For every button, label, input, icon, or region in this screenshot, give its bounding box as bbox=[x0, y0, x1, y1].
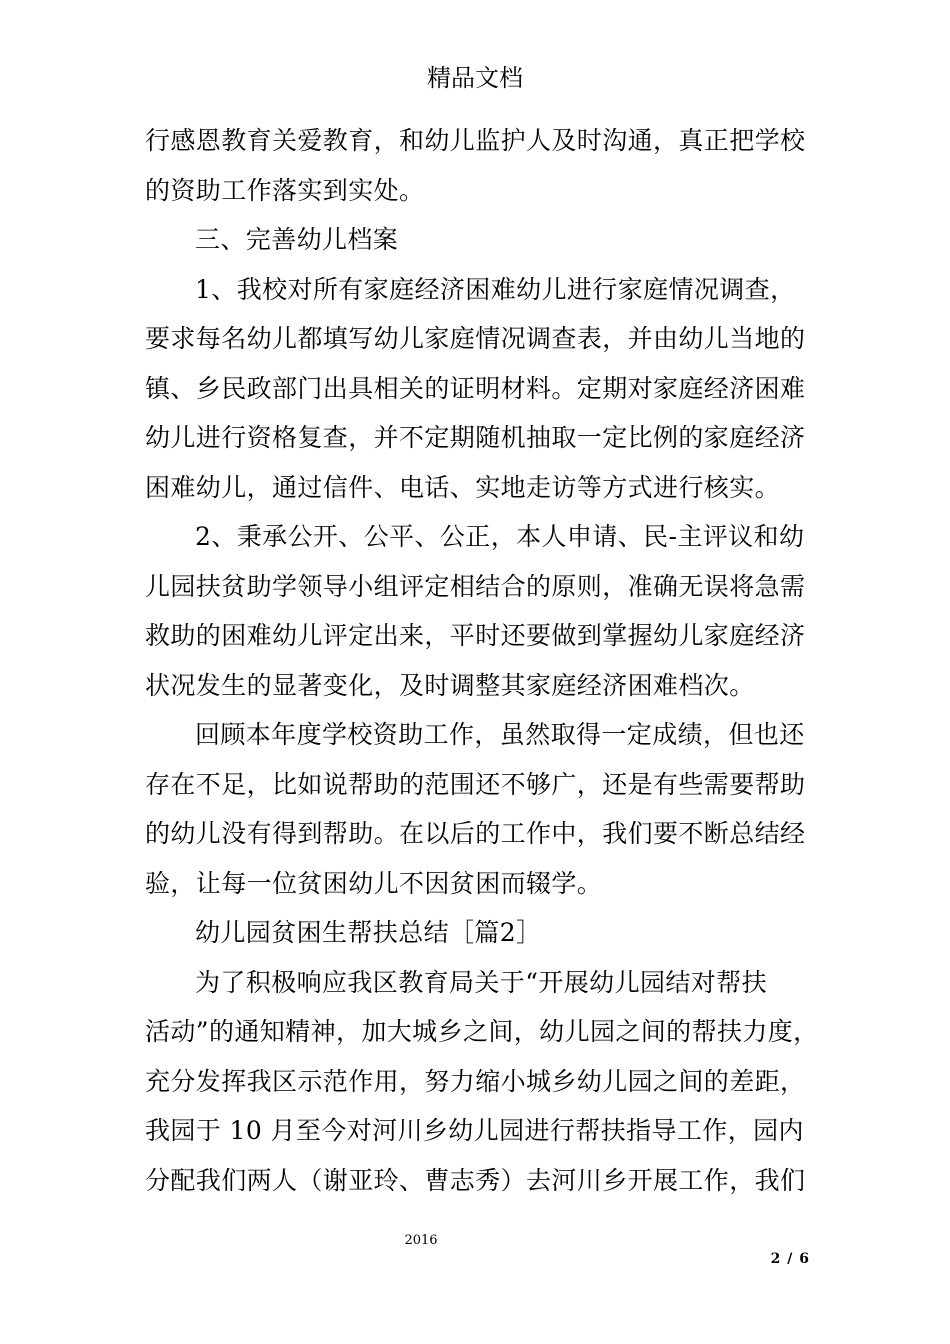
page-header-title: 精品文档 bbox=[427, 64, 523, 92]
text-line: 救助的困难幼儿评定出来，平时还要做到掌握幼儿家庭经济 bbox=[145, 621, 806, 650]
text-line: 我园于 10 月至今对河川乡幼儿园进行帮扶指导工作，园内 bbox=[145, 1116, 804, 1145]
text-line: 状况发生的显著变化，及时调整其家庭经济困难档次。 bbox=[145, 670, 755, 700]
page-number: 2 / 6 bbox=[770, 1251, 810, 1267]
text-line: 活动”的通知精神，加大城乡之间，幼儿园之间的帮扶力度， bbox=[145, 1017, 819, 1046]
text-line: 分配我们两人（谢亚玲、曹志秀）去河川乡开展工作，我们 bbox=[145, 1165, 806, 1195]
text-line: 的幼儿没有得到帮助。在以后的工作中，我们要不断总结经 bbox=[145, 819, 806, 848]
text-line: 幼儿进行资格复查，并不定期随机抽取一定比例的家庭经济 bbox=[145, 423, 806, 452]
text-line: 回顾本年度学校资助工作，虽然取得一定成绩，但也还 bbox=[195, 720, 805, 749]
text-line: 困难幼儿，通过信件、电话、实地走访等方式进行核实。 bbox=[145, 472, 781, 502]
footer-year: 2016 bbox=[404, 1233, 438, 1248]
text-line: 充分发挥我区示范作用，努力缩小城乡幼儿园之间的差距， bbox=[145, 1066, 806, 1096]
text-line: 的资助工作落实到实处。 bbox=[145, 175, 425, 205]
text-line: 为了积极响应我区教育局关于“开展幼儿园结对帮扶 bbox=[195, 967, 767, 997]
text-line: 1、我校对所有家庭经济困难幼儿进行家庭情况调查， bbox=[195, 274, 796, 304]
section-heading: 幼儿园贫困生帮扶总结［篇2］ bbox=[195, 918, 542, 947]
text-line: 儿园扶贫助学领导小组评定相结合的原则，准确无误将急需 bbox=[145, 571, 806, 601]
text-line: 行感恩教育关爱教育，和幼儿监护人及时沟通，真正把学校 bbox=[145, 126, 806, 155]
text-line: 存在不足，比如说帮助的范围还不够广，还是有些需要帮助 bbox=[145, 769, 806, 799]
text-line: 镇、乡民政部门出具相关的证明材料。定期对家庭经济困难 bbox=[145, 373, 806, 403]
text-line: 2、秉承公开、公平、公正，本人申请、民-主评议和幼 bbox=[195, 522, 805, 551]
text-line: 验，让每一位贫困幼儿不因贫困而辍学。 bbox=[145, 868, 603, 898]
text-line: 要求每名幼儿都填写幼儿家庭情况调查表，并由幼儿当地的 bbox=[145, 324, 806, 353]
section-heading: 三、完善幼儿档案 bbox=[195, 225, 399, 254]
document-body bbox=[145, 116, 819, 1205]
